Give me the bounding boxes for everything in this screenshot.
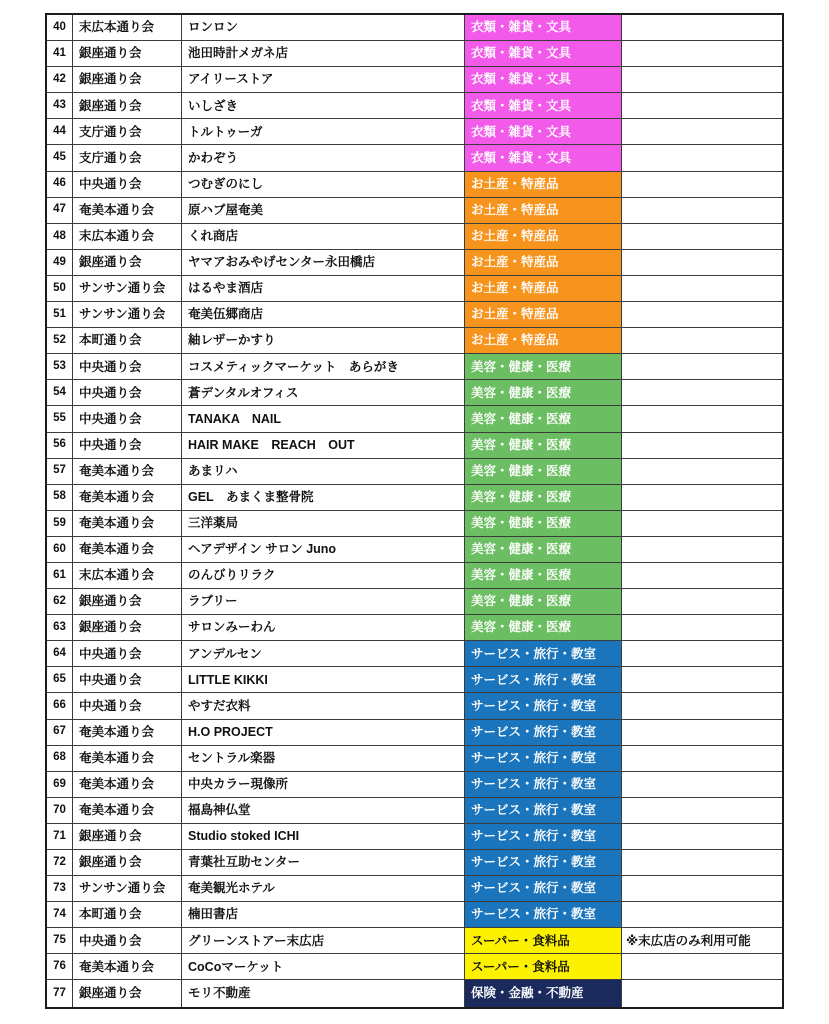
association-cell: サンサン通り会 bbox=[73, 276, 182, 302]
category-cell: 美容・健康・医療 bbox=[465, 615, 622, 641]
association-cell: 銀座通り会 bbox=[73, 93, 182, 119]
association-cell: 中央通り会 bbox=[73, 667, 182, 693]
note-cell bbox=[622, 693, 782, 719]
shop-name-cell: のんびりリラク bbox=[182, 563, 465, 589]
category-cell: 衣類・雑貨・文具 bbox=[465, 15, 622, 41]
association-cell: 中央通り会 bbox=[73, 380, 182, 406]
shop-name-cell: いしざき bbox=[182, 93, 465, 119]
note-cell bbox=[622, 172, 782, 198]
category-cell: 美容・健康・医療 bbox=[465, 511, 622, 537]
association-cell: 銀座通り会 bbox=[73, 41, 182, 67]
note-cell bbox=[622, 641, 782, 667]
association-cell: 本町通り会 bbox=[73, 328, 182, 354]
association-cell: 中央通り会 bbox=[73, 172, 182, 198]
category-cell: 美容・健康・医療 bbox=[465, 459, 622, 485]
category-cell: 衣類・雑貨・文具 bbox=[465, 41, 622, 67]
note-cell bbox=[622, 41, 782, 67]
note-cell bbox=[622, 876, 782, 902]
note-cell bbox=[622, 328, 782, 354]
row-number-cell: 46 bbox=[47, 172, 73, 198]
shop-name-cell: H.O PROJECT bbox=[182, 720, 465, 746]
category-cell: 衣類・雑貨・文具 bbox=[465, 145, 622, 171]
association-cell: 末広本通り会 bbox=[73, 224, 182, 250]
shop-name-cell: かわぞう bbox=[182, 145, 465, 171]
category-cell: お土産・特産品 bbox=[465, 250, 622, 276]
category-cell: 美容・健康・医療 bbox=[465, 589, 622, 615]
association-cell: 支庁通り会 bbox=[73, 145, 182, 171]
category-cell: サービス・旅行・教室 bbox=[465, 641, 622, 667]
category-cell: 衣類・雑貨・文具 bbox=[465, 93, 622, 119]
row-number-cell: 60 bbox=[47, 537, 73, 563]
association-cell: 奄美本通り会 bbox=[73, 746, 182, 772]
row-number-cell: 76 bbox=[47, 954, 73, 980]
note-cell bbox=[622, 824, 782, 850]
association-cell: 銀座通り会 bbox=[73, 67, 182, 93]
shop-name-cell: トルトゥーガ bbox=[182, 119, 465, 145]
row-number-cell: 40 bbox=[47, 15, 73, 41]
row-number-cell: 71 bbox=[47, 824, 73, 850]
shop-name-cell: 福島神仏堂 bbox=[182, 798, 465, 824]
note-cell bbox=[622, 250, 782, 276]
note-cell bbox=[622, 720, 782, 746]
row-number-cell: 77 bbox=[47, 980, 73, 1006]
note-cell bbox=[622, 198, 782, 224]
note-cell bbox=[622, 93, 782, 119]
note-cell bbox=[622, 615, 782, 641]
row-number-cell: 61 bbox=[47, 563, 73, 589]
row-number-cell: 57 bbox=[47, 459, 73, 485]
note-cell bbox=[622, 954, 782, 980]
note-cell bbox=[622, 380, 782, 406]
association-cell: 銀座通り会 bbox=[73, 589, 182, 615]
category-cell: サービス・旅行・教室 bbox=[465, 746, 622, 772]
association-cell: 奄美本通り会 bbox=[73, 537, 182, 563]
association-cell: 中央通り会 bbox=[73, 433, 182, 459]
association-cell: 末広本通り会 bbox=[73, 563, 182, 589]
shop-name-cell: コスメティックマーケット あらがき bbox=[182, 354, 465, 380]
shop-name-cell: CoCoマーケット bbox=[182, 954, 465, 980]
category-cell: 美容・健康・医療 bbox=[465, 380, 622, 406]
note-cell bbox=[622, 406, 782, 432]
row-number-cell: 72 bbox=[47, 850, 73, 876]
category-cell: サービス・旅行・教室 bbox=[465, 850, 622, 876]
category-cell: お土産・特産品 bbox=[465, 224, 622, 250]
category-cell: サービス・旅行・教室 bbox=[465, 772, 622, 798]
row-number-cell: 70 bbox=[47, 798, 73, 824]
shop-name-cell: 青葉社互助センター bbox=[182, 850, 465, 876]
shop-name-cell: グリーンストアー末広店 bbox=[182, 928, 465, 954]
category-cell: 美容・健康・医療 bbox=[465, 485, 622, 511]
shop-name-cell: 中央カラー現像所 bbox=[182, 772, 465, 798]
row-number-cell: 68 bbox=[47, 746, 73, 772]
shop-name-cell: モリ不動産 bbox=[182, 980, 465, 1006]
row-number-cell: 65 bbox=[47, 667, 73, 693]
row-number-cell: 41 bbox=[47, 41, 73, 67]
note-cell bbox=[622, 850, 782, 876]
shop-name-cell: 池田時計メガネ店 bbox=[182, 41, 465, 67]
row-number-cell: 42 bbox=[47, 67, 73, 93]
association-cell: 奄美本通り会 bbox=[73, 485, 182, 511]
shop-name-cell: ラブリー bbox=[182, 589, 465, 615]
association-cell: 奄美本通り会 bbox=[73, 198, 182, 224]
association-cell: 本町通り会 bbox=[73, 902, 182, 928]
shop-name-cell: 原ハブ屋奄美 bbox=[182, 198, 465, 224]
category-cell: サービス・旅行・教室 bbox=[465, 693, 622, 719]
category-cell: お土産・特産品 bbox=[465, 198, 622, 224]
association-cell: 中央通り会 bbox=[73, 406, 182, 432]
row-number-cell: 64 bbox=[47, 641, 73, 667]
association-cell: 中央通り会 bbox=[73, 641, 182, 667]
category-cell: サービス・旅行・教室 bbox=[465, 876, 622, 902]
association-cell: 奄美本通り会 bbox=[73, 798, 182, 824]
shop-name-cell: ロンロン bbox=[182, 15, 465, 41]
shop-name-cell: Studio stoked ICHI bbox=[182, 824, 465, 850]
row-number-cell: 66 bbox=[47, 693, 73, 719]
note-cell bbox=[622, 746, 782, 772]
shop-name-cell: 奄美伍郷商店 bbox=[182, 302, 465, 328]
row-number-cell: 45 bbox=[47, 145, 73, 171]
row-number-cell: 73 bbox=[47, 876, 73, 902]
note-cell bbox=[622, 459, 782, 485]
shop-name-cell: ヘアデザイン サロン Juno bbox=[182, 537, 465, 563]
association-cell: 中央通り会 bbox=[73, 354, 182, 380]
category-cell: サービス・旅行・教室 bbox=[465, 824, 622, 850]
row-number-cell: 62 bbox=[47, 589, 73, 615]
row-number-cell: 49 bbox=[47, 250, 73, 276]
shop-name-cell: 紬レザーかすり bbox=[182, 328, 465, 354]
row-number-cell: 69 bbox=[47, 772, 73, 798]
association-cell: 中央通り会 bbox=[73, 928, 182, 954]
category-cell: お土産・特産品 bbox=[465, 302, 622, 328]
association-cell: 銀座通り会 bbox=[73, 980, 182, 1006]
note-cell bbox=[622, 433, 782, 459]
association-cell: 銀座通り会 bbox=[73, 850, 182, 876]
shop-name-cell: 楠田書店 bbox=[182, 902, 465, 928]
association-cell: 支庁通り会 bbox=[73, 119, 182, 145]
row-number-cell: 58 bbox=[47, 485, 73, 511]
note-cell bbox=[622, 511, 782, 537]
association-cell: 銀座通り会 bbox=[73, 615, 182, 641]
association-cell: サンサン通り会 bbox=[73, 876, 182, 902]
association-cell: 奄美本通り会 bbox=[73, 511, 182, 537]
note-cell bbox=[622, 667, 782, 693]
category-cell: お土産・特産品 bbox=[465, 328, 622, 354]
category-cell: 美容・健康・医療 bbox=[465, 433, 622, 459]
category-cell: サービス・旅行・教室 bbox=[465, 798, 622, 824]
shop-list-grid bbox=[47, 15, 782, 1007]
note-cell bbox=[622, 563, 782, 589]
shop-name-cell: くれ商店 bbox=[182, 224, 465, 250]
row-number-cell: 55 bbox=[47, 406, 73, 432]
row-number-cell: 48 bbox=[47, 224, 73, 250]
category-cell: 美容・健康・医療 bbox=[465, 563, 622, 589]
note-cell bbox=[622, 980, 782, 1006]
category-cell: 美容・健康・医療 bbox=[465, 537, 622, 563]
row-number-cell: 67 bbox=[47, 720, 73, 746]
category-cell: スーパー・食料品 bbox=[465, 954, 622, 980]
category-cell: 衣類・雑貨・文具 bbox=[465, 67, 622, 93]
association-cell: 中央通り会 bbox=[73, 693, 182, 719]
shop-name-cell: サロンみーわん bbox=[182, 615, 465, 641]
shop-name-cell: つむぎのにし bbox=[182, 172, 465, 198]
category-cell: サービス・旅行・教室 bbox=[465, 667, 622, 693]
note-cell bbox=[622, 589, 782, 615]
association-cell: 奄美本通り会 bbox=[73, 720, 182, 746]
shop-name-cell: あまリハ bbox=[182, 459, 465, 485]
note-cell bbox=[622, 145, 782, 171]
row-number-cell: 75 bbox=[47, 928, 73, 954]
note-cell bbox=[622, 224, 782, 250]
row-number-cell: 63 bbox=[47, 615, 73, 641]
association-cell: 奄美本通り会 bbox=[73, 459, 182, 485]
association-cell: 奄美本通り会 bbox=[73, 772, 182, 798]
row-number-cell: 56 bbox=[47, 433, 73, 459]
note-cell bbox=[622, 15, 782, 41]
shop-name-cell: ヤマアおみやげセンター永田橋店 bbox=[182, 250, 465, 276]
association-cell: 銀座通り会 bbox=[73, 824, 182, 850]
note-cell bbox=[622, 67, 782, 93]
shop-name-cell: GEL あまくま整骨院 bbox=[182, 485, 465, 511]
association-cell: サンサン通り会 bbox=[73, 302, 182, 328]
row-number-cell: 59 bbox=[47, 511, 73, 537]
note-cell bbox=[622, 302, 782, 328]
category-cell: 美容・健康・医療 bbox=[465, 406, 622, 432]
shop-name-cell: アイリーストア bbox=[182, 67, 465, 93]
category-cell: 保険・金融・不動産 bbox=[465, 980, 622, 1006]
association-cell: 末広本通り会 bbox=[73, 15, 182, 41]
note-cell bbox=[622, 485, 782, 511]
note-cell bbox=[622, 902, 782, 928]
category-cell: お土産・特産品 bbox=[465, 276, 622, 302]
shop-name-cell: TANAKA NAIL bbox=[182, 406, 465, 432]
note-cell: ※末広店のみ利用可能 bbox=[622, 928, 782, 954]
note-cell bbox=[622, 537, 782, 563]
row-number-cell: 43 bbox=[47, 93, 73, 119]
note-cell bbox=[622, 354, 782, 380]
row-number-cell: 52 bbox=[47, 328, 73, 354]
shop-name-cell: 奄美観光ホテル bbox=[182, 876, 465, 902]
association-cell: 銀座通り会 bbox=[73, 250, 182, 276]
association-cell: 奄美本通り会 bbox=[73, 954, 182, 980]
shop-name-cell: はるやま酒店 bbox=[182, 276, 465, 302]
note-cell bbox=[622, 276, 782, 302]
row-number-cell: 54 bbox=[47, 380, 73, 406]
category-cell: お土産・特産品 bbox=[465, 172, 622, 198]
note-cell bbox=[622, 772, 782, 798]
category-cell: サービス・旅行・教室 bbox=[465, 902, 622, 928]
note-cell bbox=[622, 798, 782, 824]
row-number-cell: 44 bbox=[47, 119, 73, 145]
shop-name-cell: セントラル楽器 bbox=[182, 746, 465, 772]
shop-name-cell: 蒼デンタルオフィス bbox=[182, 380, 465, 406]
category-cell: 美容・健康・医療 bbox=[465, 354, 622, 380]
note-cell bbox=[622, 119, 782, 145]
category-cell: サービス・旅行・教室 bbox=[465, 720, 622, 746]
shop-name-cell: LITTLE KIKKI bbox=[182, 667, 465, 693]
shop-list-table bbox=[45, 13, 784, 1009]
category-cell: スーパー・食料品 bbox=[465, 928, 622, 954]
row-number-cell: 74 bbox=[47, 902, 73, 928]
row-number-cell: 50 bbox=[47, 276, 73, 302]
row-number-cell: 51 bbox=[47, 302, 73, 328]
row-number-cell: 53 bbox=[47, 354, 73, 380]
category-cell: 衣類・雑貨・文具 bbox=[465, 119, 622, 145]
shop-name-cell: アンデルセン bbox=[182, 641, 465, 667]
shop-name-cell: やすだ衣料 bbox=[182, 693, 465, 719]
shop-name-cell: HAIR MAKE REACH OUT bbox=[182, 433, 465, 459]
row-number-cell: 47 bbox=[47, 198, 73, 224]
shop-name-cell: 三洋薬局 bbox=[182, 511, 465, 537]
